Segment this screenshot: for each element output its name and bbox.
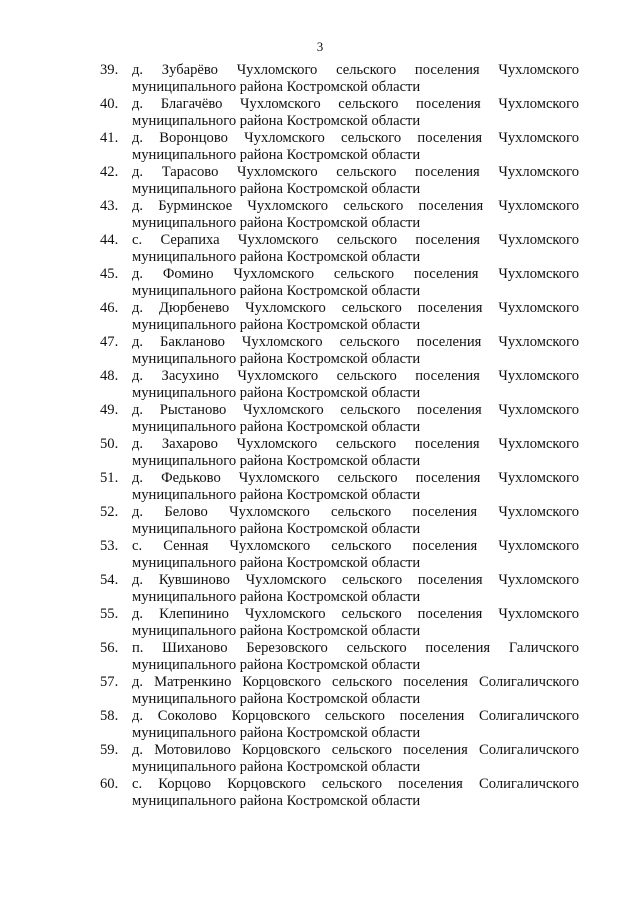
item-text-line-1: п. Шиханово Березовского сельского поселения Галичского [132,640,579,656]
item-text-line-1: д. Кувшиново Чухломского сельского поселения Чухломского [132,572,579,588]
item-text-line-1: д. Клепинино Чухломского сельского поселения Чухломского [132,606,579,622]
item-number: 43. [100,198,119,214]
item-text-line-1: д. Бакланово Чухломского сельского поселения Чухломского [132,334,579,350]
item-text-line-2: муниципального района Костромской области [132,215,421,231]
item-text-line-2: муниципального района Костромской области [132,181,421,197]
list-item [0,334,640,368]
list-item [0,232,640,266]
list-item [0,266,640,300]
item-number: 42. [100,164,119,180]
item-number: 59. [100,742,119,758]
settlement-list [0,62,640,810]
list-item [0,504,640,538]
item-text-line-1: д. Белово Чухломского сельского поселения Чухломского [132,504,579,520]
item-text-line-1: д. Федьково Чухломского сельского поселения Чухломского [132,470,579,486]
item-text-line-2: муниципального района Костромской области [132,351,421,367]
item-number: 48. [100,368,119,384]
item-text-line-1: с. Серапиха Чухломского сельского поселения Чухломского [132,232,579,248]
list-item [0,572,640,606]
item-text-line-2: муниципального района Костромской области [132,793,421,809]
item-text-line-2: муниципального района Костромской области [132,453,421,469]
item-number: 45. [100,266,119,282]
item-text-line-1: д. Зубарёво Чухломского сельского поселения Чухломского [132,62,579,78]
item-text-line-2: муниципального района Костромской области [132,521,421,537]
item-text-line-2: муниципального района Костромской области [132,419,421,435]
list-item [0,130,640,164]
item-text-line-2: муниципального района Костромской области [132,759,421,775]
item-number: 46. [100,300,119,316]
list-item [0,62,640,96]
item-text-line-2: муниципального района Костромской области [132,623,421,639]
item-text-line-2: муниципального района Костромской области [132,725,421,741]
list-item [0,402,640,436]
item-text-line-2: муниципального района Костромской области [132,555,421,571]
item-text-line-2: муниципального района Костромской области [132,487,421,503]
item-text-line-2: муниципального района Костромской области [132,249,421,265]
item-number: 60. [100,776,119,792]
list-item [0,198,640,232]
item-text-line-1: д. Захарово Чухломского сельского поселения Чухломского [132,436,579,452]
item-number: 39. [100,62,119,78]
list-item [0,742,640,776]
item-text-line-2: муниципального района Костромской области [132,283,421,299]
list-item [0,164,640,198]
list-item [0,640,640,674]
list-item [0,436,640,470]
item-number: 47. [100,334,119,350]
item-text-line-1: д. Рыстаново Чухломского сельского поселения Чухломского [132,402,579,418]
list-item [0,300,640,334]
item-text-line-1: д. Соколово Корцовского сельского поселения Солигаличского [132,708,579,724]
item-text-line-2: муниципального района Костромской области [132,113,421,129]
item-text-line-2: муниципального района Костромской области [132,589,421,605]
item-text-line-2: муниципального района Костромской области [132,147,421,163]
list-item [0,674,640,708]
item-number: 50. [100,436,119,452]
item-number: 55. [100,606,119,622]
item-text-line-1: д. Фомино Чухломского сельского поселения Чухломского [132,266,579,282]
item-number: 52. [100,504,119,520]
item-number: 51. [100,470,119,486]
item-text-line-1: д. Воронцово Чухломского сельского поселения Чухломского [132,130,579,146]
page-number: 3 [316,39,324,54]
list-item [0,368,640,402]
item-text-line-1: д. Засухино Чухломского сельского поселения Чухломского [132,368,579,384]
item-number: 57. [100,674,119,690]
list-item [0,538,640,572]
item-text-line-1: д. Мотовилово Корцовского сельского поселения Солигаличского [132,742,579,758]
item-text-line-1: с. Сенная Чухломского сельского поселения Чухломского [132,538,579,554]
item-number: 41. [100,130,119,146]
list-item [0,776,640,810]
item-text-line-1: с. Корцово Корцовского сельского поселения Солигаличского [132,776,579,792]
item-number: 56. [100,640,119,656]
list-item [0,96,640,130]
item-number: 58. [100,708,119,724]
item-text-line-2: муниципального района Костромской области [132,385,421,401]
item-number: 53. [100,538,119,554]
item-text-line-1: д. Бурминское Чухломского сельского поселения Чухломского [132,198,579,214]
list-item [0,470,640,504]
item-text-line-1: д. Тарасово Чухломского сельского поселения Чухломского [132,164,579,180]
item-text-line-2: муниципального района Костромской области [132,79,421,95]
item-text-line-1: д. Дюрбенево Чухломского сельского поселения Чухломского [132,300,579,316]
item-number: 54. [100,572,119,588]
item-text-line-1: д. Матренкино Корцовского сельского поселения Солигаличского [132,674,579,690]
item-text-line-2: муниципального района Костромской области [132,317,421,333]
item-text-line-1: д. Благачёво Чухломского сельского поселения Чухломского [132,96,579,112]
item-text-line-2: муниципального района Костромской области [132,657,421,673]
item-text-line-2: муниципального района Костромской области [132,691,421,707]
list-item [0,606,640,640]
list-item [0,708,640,742]
item-number: 40. [100,96,119,112]
item-number: 44. [100,232,119,248]
item-number: 49. [100,402,119,418]
